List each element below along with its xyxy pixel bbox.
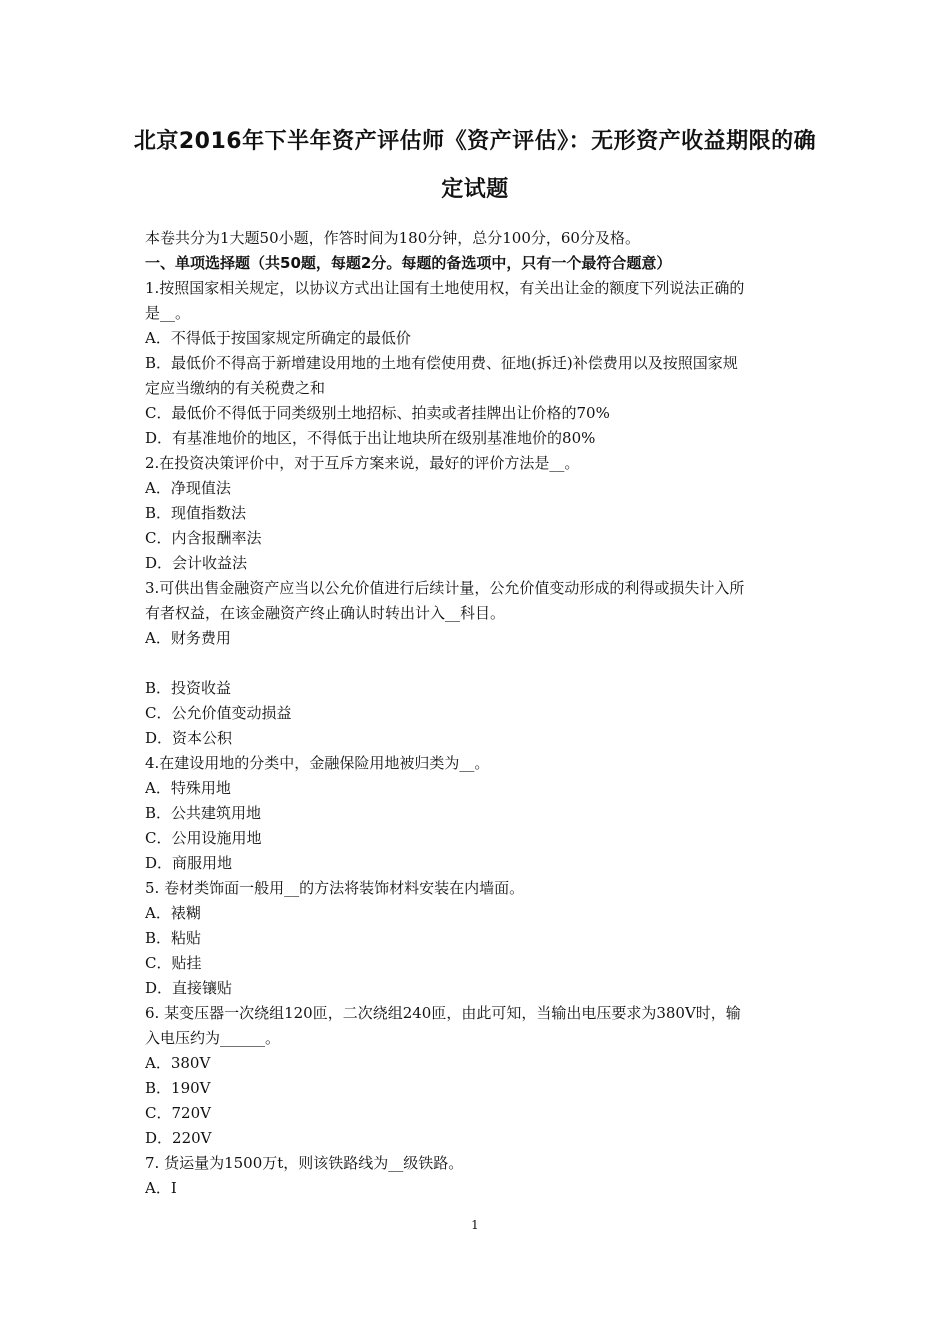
answer-option (145, 426, 813, 451)
title-line-2: 定试题 (441, 177, 509, 202)
answer-option-line: A．不得低于按国家规定所确定的最低价 (145, 329, 411, 347)
answer-option-line: C．公用设施用地 (145, 829, 262, 847)
question-stem-line: 7. 货运量为1500万t，则该铁路线为__级铁路。 (145, 1154, 464, 1172)
question-item (145, 576, 813, 751)
answer-option-line: D．资本公积 (145, 729, 233, 747)
blank-line (145, 651, 813, 676)
answer-option (145, 851, 813, 876)
answer-option-line: D．商服用地 (145, 854, 233, 872)
answer-option (145, 326, 813, 351)
answer-option-line: D．直接镶贴 (145, 979, 233, 997)
answer-option (145, 476, 813, 501)
question-item (145, 1151, 813, 1201)
page-number: 1 (471, 1218, 479, 1232)
question-stem-line: 1.按照国家相关规定，以协议方式出让国有土地使用权，有关出让金的额度下列说法正确的 (145, 279, 745, 297)
answer-option-line: C．内含报酬率法 (145, 529, 262, 547)
section-heading: 一、单项选择题（共50题，每题2分。每题的备选项中，只有一个最符合题意） (145, 254, 672, 272)
answer-option (145, 701, 813, 726)
exam-intro: 本卷共分为1大题50小题，作答时间为180分钟，总分100分，60分及格。 (145, 229, 640, 247)
answer-option-line: A．裱糊 (145, 904, 201, 922)
answer-option (145, 901, 813, 926)
answer-option (145, 501, 813, 526)
answer-option-line: A．Ⅰ (145, 1179, 177, 1197)
question-stem-line: 5. 卷材类饰面一般用__的方法将装饰材料安装在内墙面。 (145, 879, 525, 897)
answer-option-line: C．最低价不得低于同类级别土地招标、拍卖或者挂牌出让价格的70% (145, 404, 610, 422)
answer-option-line: C．贴挂 (145, 954, 202, 972)
title-line-1: 北京2016年下半年资产评估师《资产评估》：无形资产收益期限的确 (133, 129, 817, 154)
answer-option (145, 926, 813, 951)
answer-option (145, 526, 813, 551)
question-stem-line: 是__。 (145, 304, 191, 322)
question-item (145, 1001, 813, 1151)
answer-option (145, 801, 813, 826)
answer-option-line: D．有基准地价的地区，不得低于出让地块所在级别基准地价的80% (145, 429, 596, 447)
document-title (100, 118, 850, 214)
answer-option-line: B．投资收益 (145, 679, 232, 697)
answer-option-line: B．公共建筑用地 (145, 804, 262, 822)
question-stem-line: 入电压约为______。 (145, 1029, 281, 1047)
answer-option (145, 626, 813, 651)
answer-option-line: D．220V (145, 1129, 212, 1147)
question-item (145, 276, 813, 451)
answer-option (145, 351, 813, 401)
answer-option (145, 1126, 813, 1151)
answer-option-line: 定应当缴纳的有关税费之和 (145, 379, 326, 397)
answer-option (145, 401, 813, 426)
answer-option (145, 1101, 813, 1126)
answer-option-line: A．净现值法 (145, 479, 231, 497)
question-stem-line: 4.在建设用地的分类中，金融保险用地被归类为__。 (145, 754, 490, 772)
question-stem-line: 2.在投资决策评价中，对于互斥方案来说，最好的评价方法是__。 (145, 454, 580, 472)
answer-option (145, 951, 813, 976)
question-stem-line: 6. 某变压器一次绕组120匝，二次绕组240匝，由此可知，当输出电压要求为380V时，输 (145, 1004, 741, 1022)
question-list (145, 276, 813, 1201)
answer-option-line: A．380V (145, 1054, 211, 1072)
answer-option-line: C．720V (145, 1104, 211, 1122)
answer-option (145, 1076, 813, 1101)
answer-option-line: A．特殊用地 (145, 779, 231, 797)
answer-option (145, 1051, 813, 1076)
answer-option-line: A．财务费用 (145, 629, 231, 647)
answer-option (145, 776, 813, 801)
question-item (145, 451, 813, 576)
answer-option-line: B．现值指数法 (145, 504, 247, 522)
answer-option (145, 726, 813, 751)
answer-option (145, 826, 813, 851)
answer-option (145, 976, 813, 1001)
question-item (145, 751, 813, 876)
answer-option (145, 676, 813, 701)
answer-option (145, 551, 813, 576)
document-body (145, 226, 813, 1201)
answer-option-line: B．粘贴 (145, 929, 202, 947)
question-stem-line: 有者权益，在该金融资产终止确认时转出计入__科目。 (145, 604, 506, 622)
answer-option-line: B．190V (145, 1079, 211, 1097)
answer-option-line: D．会计收益法 (145, 554, 248, 572)
answer-option-line: C．公允价值变动损益 (145, 704, 292, 722)
answer-option (145, 1176, 813, 1201)
question-stem-line: 3.可供出售金融资产应当以公允价值进行后续计量，公允价值变动形成的利得或损失计入所 (145, 579, 745, 597)
answer-option-line: B．最低价不得高于新增建设用地的土地有偿使用费、征地(拆迁)补偿费用以及按照国家规 (145, 354, 738, 372)
question-item (145, 876, 813, 1001)
